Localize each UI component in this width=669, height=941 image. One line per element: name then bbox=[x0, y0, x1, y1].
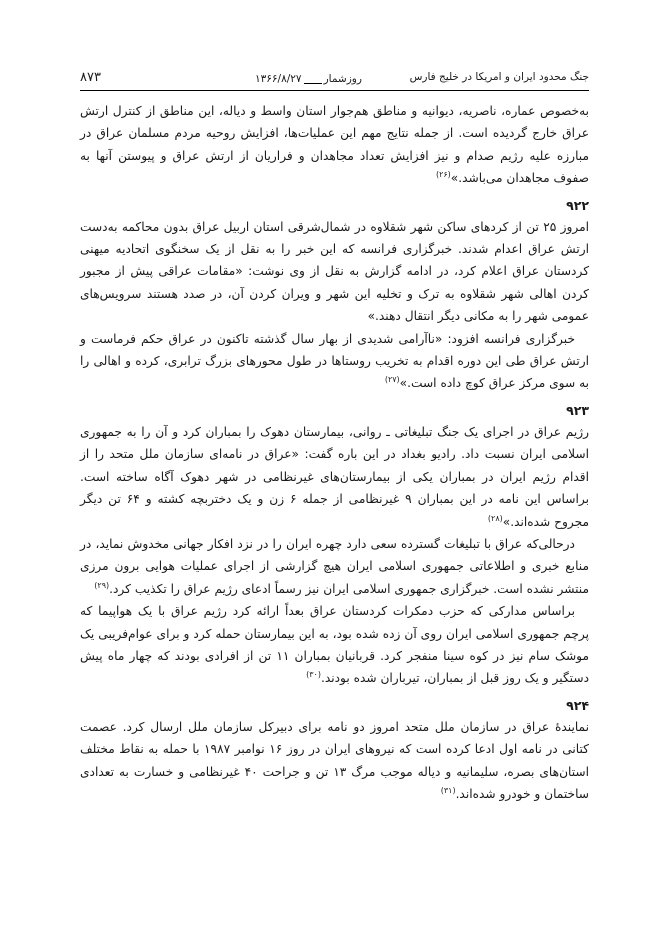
footnote-reference: (۳۰) bbox=[306, 670, 321, 680]
paragraph-text: به‌خصوص عماره، ناصریه، دیوانیه و مناطق هم‌جوار استان واسط و دیاله، این مناطق از کنترل ارتش عراق خارج گردیده است. از جمله نتایج مهم این عملیات‌ها، افزایش روحیه مردم مسلمان عراق در مبارزه علیه رژیم صدام و نیز افزایش تعداد مجاهدان و فراریان از ارتش عراق و پیوستن آنها به صفوف مجاهدان می‌باشد.» bbox=[80, 104, 589, 186]
entry-number: ۹۲۴ bbox=[566, 697, 589, 713]
paragraph bbox=[80, 100, 589, 190]
paragraph-text: رژیم عراق در اجرای یک جنگ تبلیغاتی ـ روانی، بیمارستان دهوک را بمباران کرد و آن را به جمهوری اسلامی ایران نسبت داد. رادیو بغداد در این باره گفت: «عراق در نامه‌ای سازمان ملل متحد را از اقدام رژیم ایران در بمباران یکی از بیمارستان‌های غیرنظامی در شهر دهوک آگاه ساخته است. براساس این نامه در این بمباران ۹ غیرنظامی از جمله ۶ زن و یک دختربچه کشته و ۶۴ تن دیگر مجروح شده‌اند.» bbox=[80, 424, 589, 529]
paragraph bbox=[80, 421, 589, 533]
footnote-reference: (۲۷) bbox=[384, 375, 400, 385]
paragraph bbox=[80, 216, 589, 328]
paragraph bbox=[80, 600, 589, 690]
date-label: ۱۳۶۶/۸/۲۷ bbox=[255, 73, 302, 85]
paragraph-text: نمایندهٔ عراق در سازمان ملل متحد امروز دو نامه برای دبیرکل سازمان ملل ارسال کرد. عصمت کتانی در نامه اول ادعا کرده است که نیروهای ایران در روز ۱۶ نوامبر ۱۹۸۷ با حمله به نقاط مختلف استان‌های بصره، سلیمانیه و دیاله موجب مرگ ۱۳ تن و جراحت ۴۰ غیرنظامی و خسارت به تعدادی ساختمان و خودرو شده‌اند. bbox=[80, 719, 590, 801]
paragraph bbox=[80, 533, 589, 600]
running-header bbox=[80, 70, 589, 91]
header-date-line bbox=[255, 72, 362, 86]
entry-number: ۹۲۳ bbox=[566, 402, 589, 418]
entry-number: ۹۲۲ bbox=[566, 197, 589, 213]
paragraph-text: خبرگزاری فرانسه افزود: «ناآرامی شدیدی از بهار سال گذشته تاکنون در عراق حکم فرماست و ارتش عراق طی این دوره اقدام به تخریب روستاها در طول محورهای بزرگ ترابری، کرده و اهالی را به سوی مرکز عراق کوچ داده است.» bbox=[80, 331, 589, 391]
paragraph-text: امروز ۲۵ تن از کردهای ساکن شهر شقلاوه در شمال‌شرقی استان اربیل عراق بدون محاکمه به‌دست ارتش عراق اعدام شدند. خبرگزاری فرانسه که این خبر را به نقل از یک سخنگوی اتحادیه میهنی کردستان عراق اعلام کرد، در ادامه گزارش به نقل از وی نوشت: «مقامات عراقی پیش از مجبور کردن اهالی شهر شقلاوه به ترک و تخلیه این شهر و ویران کردن آن، در صدد هستند سرویس‌های عمومی شهر را به مکانی دیگر انتقال دهند.» bbox=[80, 219, 589, 324]
paragraph-text: براساس مدارکی که حزب دمکرات کردستان عراق بعداً ارائه کرد رژیم عراق با یک هواپیما که پرچم جمهوری اسلامی ایران روی آن زده شده بود، به این بیمارستان حمله کرد و برای عوام‌فریبی یک موشک سام نیز در کوه سینا منفجر کرد. قربانیان بمباران ۱۱ تن از افرادی بودند که چهار ماه پیش دستگیر و یک روز قبل از بمباران، تیرباران شده بودند. bbox=[80, 604, 589, 686]
book-title: جنگ محدود ایران و امریکا در خلیج فارس bbox=[409, 71, 589, 83]
page-number: ۸۷۳ bbox=[80, 70, 101, 85]
paragraph bbox=[80, 716, 589, 806]
footnote-reference: (۳۱) bbox=[440, 785, 456, 795]
footnote-reference: (۲۹) bbox=[94, 580, 110, 590]
footnote-reference: (۲۸) bbox=[487, 513, 503, 523]
body-text bbox=[80, 100, 589, 805]
footnote-reference: (۲۶) bbox=[435, 170, 451, 180]
paragraph bbox=[80, 328, 589, 395]
section-label: روزشمار bbox=[323, 73, 362, 85]
paragraph-text: درحالی‌که عراق با تبلیغات گسترده سعی دارد چهره ایران را در نزد افکار جهانی مخدوش نماید، در منابع خبری و اطلاعاتی جمهوری اسلامی ایران هیچ گزارشی از اجرای عملیات هوایی برون مرزی منتشر نشده است. خبرگزاری جمهوری اسلامی ایران نیز رسماً ادعای رژیم عراق را تکذیب کرد. bbox=[80, 536, 589, 596]
